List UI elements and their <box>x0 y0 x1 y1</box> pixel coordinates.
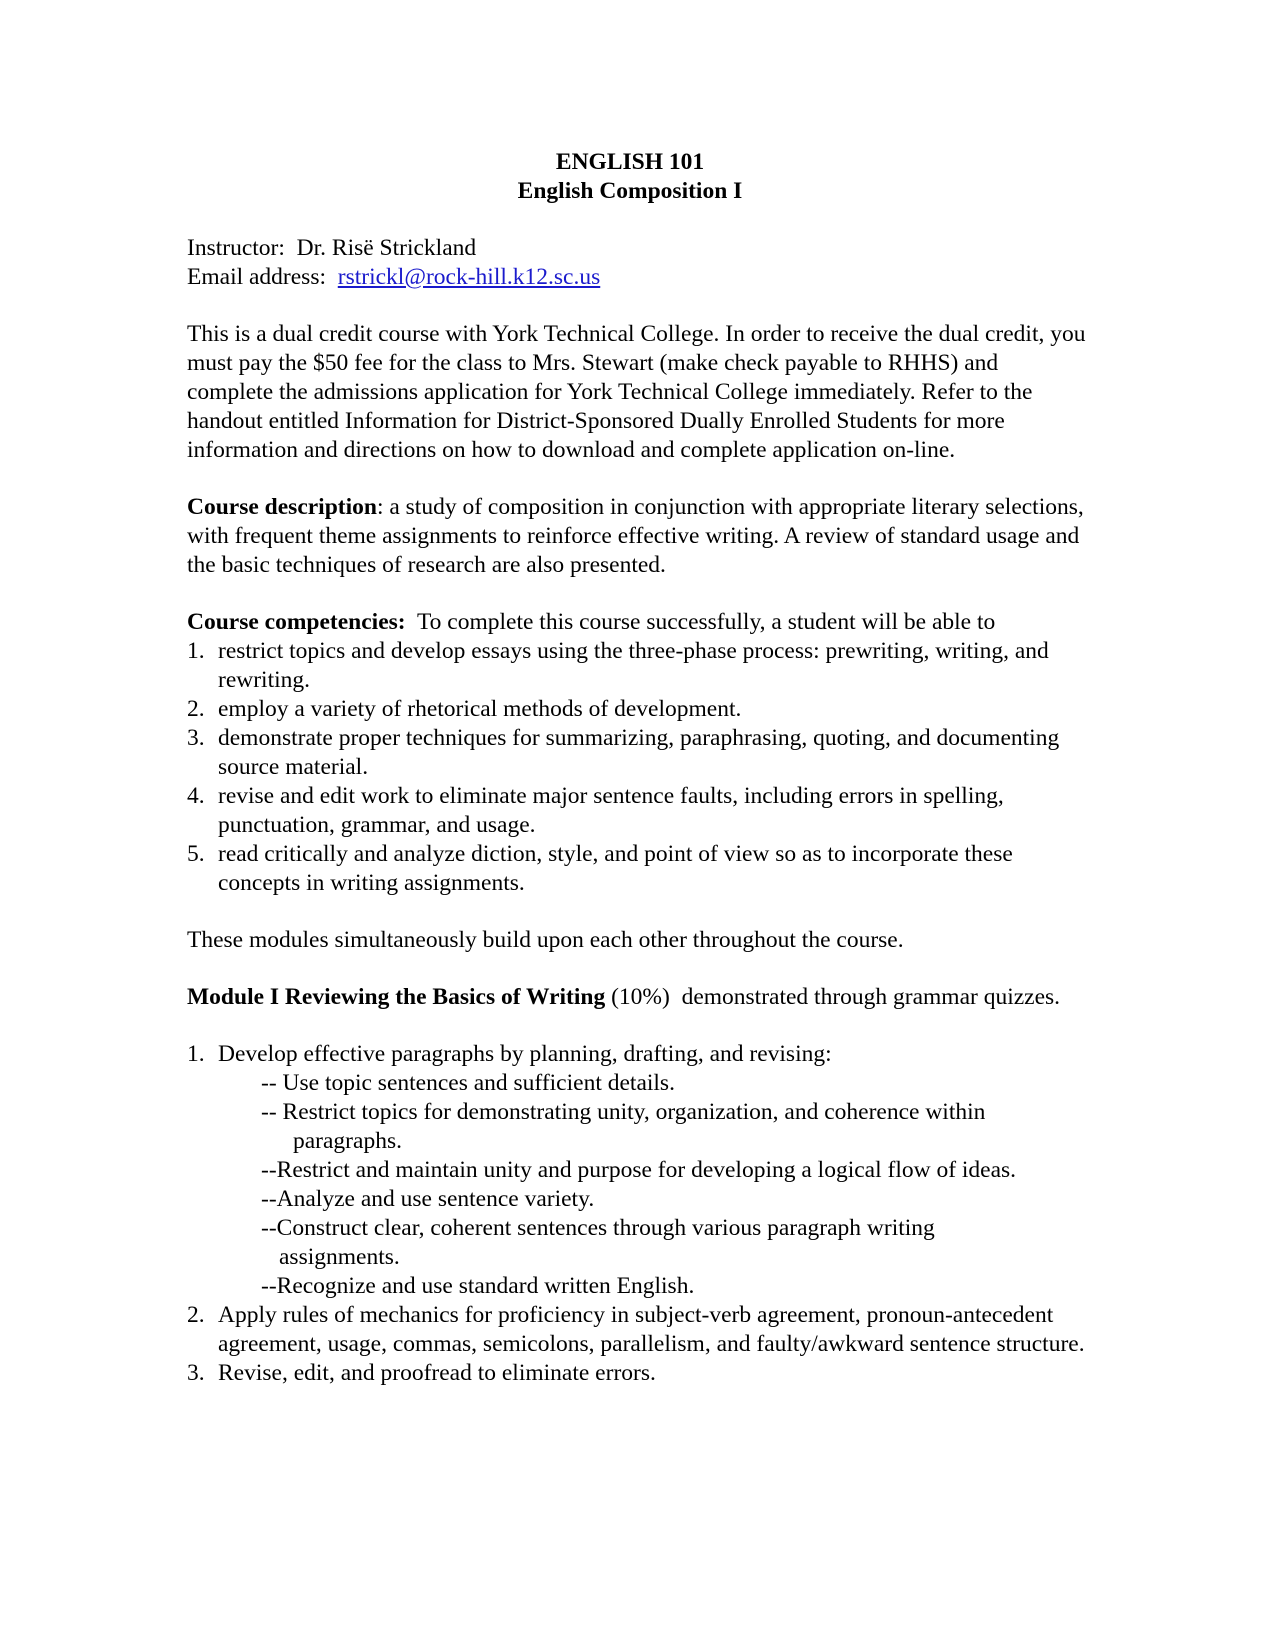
sub-item-text: --Analyze and use sentence variety. <box>261 1186 595 1212</box>
course-code: ENGLISH 101 <box>555 149 705 175</box>
sub-item-text: --Recognize and use standard written English. <box>261 1273 695 1299</box>
instructor-label: Instructor: <box>187 235 285 261</box>
spacer <box>187 580 1087 608</box>
sub-list-item <box>261 1069 1087 1098</box>
spacer <box>187 955 1087 983</box>
list-item <box>187 1040 1087 1069</box>
module-heading <box>187 983 1087 1012</box>
item-number: 3. <box>187 725 205 751</box>
item-number: 4. <box>187 783 205 809</box>
email-label: Email address: <box>187 264 327 290</box>
instructor-line <box>187 234 1087 263</box>
sub-item-text: --Restrict and maintain unity and purpose for developing a logical flow of ideas. <box>261 1157 1017 1183</box>
syllabus-page <box>187 148 1087 1388</box>
email-link[interactable]: rstrickl@rock-hill.k12.sc.us <box>337 264 601 290</box>
sub-list-item <box>261 1214 1087 1272</box>
spacer <box>187 206 1087 234</box>
list-item <box>187 695 1087 724</box>
intro-paragraph: This is a dual credit course with York Technical College. In order to receive the dual credit, you must pay the $50 fee for the class to Mrs. Stewart (make check payable to RHHS) and complete the admissions application for York Technical College immediately. Refer to the handout entitled Information for District-Sponsored Dually Enrolled Students for more information and directions on how to download and complete application on-line. <box>187 321 1086 463</box>
sub-item-text: --Construct clear, coherent sentences through various paragraph writing <box>261 1215 935 1241</box>
sub-list-item <box>261 1185 1087 1214</box>
list-item <box>187 724 1087 782</box>
module-title: Module I Reviewing the Basics of Writing <box>187 984 606 1010</box>
competencies-list <box>187 637 1087 898</box>
module-desc: (10%) demonstrated through grammar quizzes. <box>605 984 1061 1010</box>
sub-list-item <box>261 1272 1087 1301</box>
item-text: read critically and analyze diction, style, and point of view so as to incorporate these concepts in writing assignments. <box>218 841 1013 896</box>
sub-list-item <box>261 1156 1087 1185</box>
item-number: 2. <box>187 696 205 722</box>
course-description-label: Course description <box>187 494 377 520</box>
email-line <box>187 263 1087 292</box>
sub-list-item <box>261 1098 1087 1156</box>
sub-list <box>187 1069 1087 1301</box>
item-text: restrict topics and develop essays using the three-phase process: prewriting, writing, and rewriting. <box>218 638 1049 693</box>
list-item <box>187 840 1087 898</box>
spacer <box>187 292 1087 320</box>
module-list <box>187 1040 1087 1388</box>
spacer <box>187 465 1087 493</box>
item-text: Apply rules of mechanics for proficiency in subject-verb agreement, pronoun-antecedent agreement, usage, commas, semicolons, parallelism, and faulty/awkward sentence structure. <box>218 1302 1085 1357</box>
item-text: employ a variety of rhetorical methods of development. <box>218 696 742 722</box>
spacer <box>187 1012 1087 1040</box>
list-item <box>187 782 1087 840</box>
competencies-intro: To complete this course successfully, a student will be able to <box>405 609 996 635</box>
sub-item-text: -- Use topic sentences and sufficient details. <box>261 1070 675 1096</box>
spacer <box>187 898 1087 926</box>
sub-item-text: -- Restrict topics for demonstrating unity, organization, and coherence within <box>261 1099 986 1125</box>
course-title: English Composition I <box>517 178 743 204</box>
competencies-label: Course competencies: <box>187 609 406 635</box>
item-text: revise and edit work to eliminate major sentence faults, including errors in spelling, punctuation, grammar, and usage. <box>218 783 1004 838</box>
sub-item-continuation: assignments. <box>279 1244 400 1270</box>
item-number: 1. <box>187 638 205 664</box>
item-text: demonstrate proper techniques for summarizing, paraphrasing, quoting, and documenting source material. <box>218 725 1060 780</box>
sub-item-continuation: paragraphs. <box>293 1128 402 1154</box>
list-item <box>187 637 1087 695</box>
item-text: Develop effective paragraphs by planning, drafting, and revising: <box>218 1041 832 1067</box>
item-text: Revise, edit, and proofread to eliminate errors. <box>218 1360 656 1386</box>
course-description-text: : a study of composition in conjunction with appropriate literary selections, with frequent theme assignments to reinforce effective writing. A review of standard usage and the basic techniques of research are also presented. <box>187 494 1084 578</box>
item-number: 3. <box>187 1360 205 1386</box>
modules-note: These modules simultaneously build upon each other throughout the course. <box>187 927 904 953</box>
item-number: 5. <box>187 841 205 867</box>
list-item <box>187 1301 1087 1359</box>
course-description <box>187 493 1087 580</box>
item-number: 2. <box>187 1302 205 1328</box>
item-number: 1. <box>187 1041 205 1067</box>
course-competencies <box>187 608 1087 637</box>
instructor-name: Dr. Risë Strickland <box>296 235 477 261</box>
list-item <box>187 1359 1087 1388</box>
